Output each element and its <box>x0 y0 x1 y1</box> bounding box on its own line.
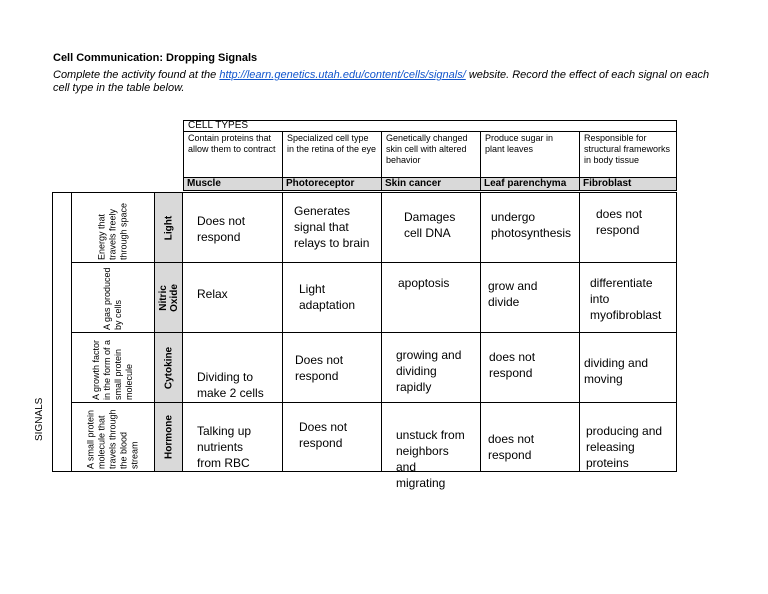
row-name-light <box>154 192 183 263</box>
signals-header <box>34 192 72 472</box>
col-name-muscle: Muscle <box>183 177 283 191</box>
page-title: Cell Communication: Dropping Signals <box>53 52 258 64</box>
row-name-hormone-text: Hormone <box>163 415 174 459</box>
row-desc-cytokine <box>71 332 155 403</box>
col-desc-leaf-parenchyma: Produce sugar in plant leaves <box>480 131 580 178</box>
col-name-leaf-parenchyma: Leaf parenchyma <box>480 177 580 191</box>
cell-cytokine-leaf-parenchyma: does not respond <box>480 332 580 403</box>
cell-light-skin-cancer: Damages cell DNA <box>381 192 481 263</box>
cell-nitric-oxide-skin-cancer: apoptosis <box>381 262 481 333</box>
cell-light-fibroblast: does not respond <box>579 192 677 263</box>
cell-nitric-oxide-fibroblast: differentiate into myofibroblast <box>579 262 677 333</box>
row-desc-nitric-oxide <box>71 262 155 333</box>
col-name-skin-cancer: Skin cancer <box>381 177 481 191</box>
row-name-light-text: Light <box>163 215 174 240</box>
activity-link[interactable]: http://learn.genetics.utah.edu/content/cells/signals/ <box>219 69 466 81</box>
col-name-fibroblast: Fibroblast <box>579 177 677 191</box>
row-name-cytokine-text: Cytokine <box>163 346 174 389</box>
col-name-photoreceptor: Photoreceptor <box>282 177 382 191</box>
cell-hormone-leaf-parenchyma: does not respond <box>480 402 580 472</box>
row-desc-hormone <box>71 402 155 472</box>
col-desc-skin-cancer: Genetically changed skin cell with altered behavior <box>381 131 481 178</box>
row-name-hormone <box>154 402 183 472</box>
cell-cytokine-fibroblast: dividing and moving <box>579 332 677 403</box>
row-desc-light-text: Energy that travels freely through space <box>96 202 129 260</box>
row-desc-hormone-text: A small protein molecule that travels through the blood stream <box>85 409 140 469</box>
cell-light-muscle: Does not respond <box>182 192 283 263</box>
cell-cytokine-muscle: Dividing to make 2 cells <box>182 332 283 403</box>
row-desc-nitric-oxide-text: A gas produced by cells <box>102 266 123 330</box>
cell-hormone-skin-cancer: unstuck from neighbors and migrating <box>381 402 481 472</box>
col-desc-muscle: Contain proteins that allow them to contract <box>183 131 283 178</box>
row-desc-cytokine-text: A growth factor in the form of a small protein molecule <box>91 339 134 400</box>
signals-label: SIGNALS <box>34 397 45 441</box>
cell-nitric-oxide-leaf-parenchyma: grow and divide <box>480 262 580 333</box>
cell-types-label: CELL TYPES <box>188 120 249 131</box>
row-desc-light <box>71 192 155 263</box>
row-name-nitric-oxide-text: Nitric Oxide <box>157 283 180 312</box>
cell-hormone-photoreceptor: Does not respond <box>282 402 382 472</box>
cell-light-photoreceptor: Generates signal that relays to brain <box>282 192 382 263</box>
instructions-after: website. Record the effect of each signal on each cell type in the table below. <box>53 69 710 94</box>
row-name-nitric-oxide <box>154 262 183 333</box>
instructions-before: Complete the activity found at the <box>53 69 220 81</box>
instructions <box>53 69 725 95</box>
cell-cytokine-photoreceptor: Does not respond <box>282 332 382 403</box>
cell-cytokine-skin-cancer: growing and dividing rapidly <box>381 332 481 403</box>
col-desc-fibroblast: Responsible for structural frameworks in body tissue <box>579 131 677 178</box>
cell-hormone-muscle: Talking up nutrients from RBC <box>182 402 283 472</box>
cell-hormone-fibroblast: producing and releasing proteins <box>579 402 677 472</box>
row-name-cytokine <box>154 332 183 403</box>
col-desc-photoreceptor: Specialized cell type in the retina of the eye <box>282 131 382 178</box>
cell-nitric-oxide-muscle: Relax <box>182 262 283 333</box>
cell-nitric-oxide-photoreceptor: Light adaptation <box>282 262 382 333</box>
cell-light-leaf-parenchyma: undergo photosynthesis <box>480 192 580 263</box>
